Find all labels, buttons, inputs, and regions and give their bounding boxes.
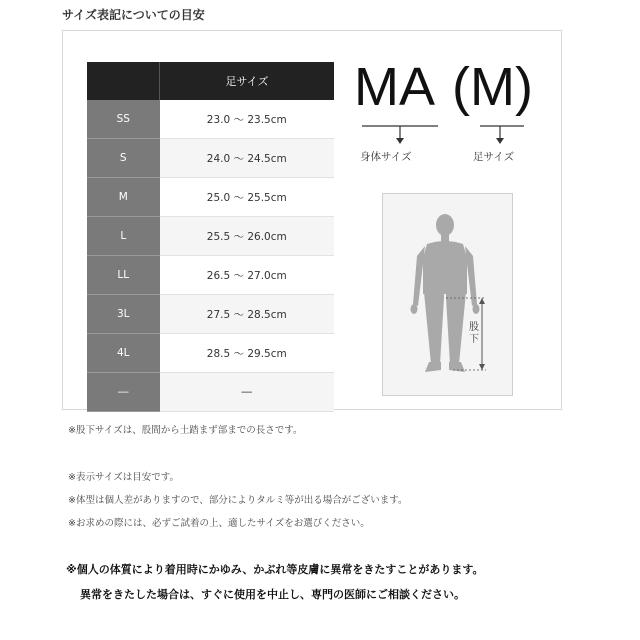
size-cell: 3L xyxy=(87,295,160,334)
foot-size-cell: 26.5 ～ 27.0cm xyxy=(160,256,335,295)
size-cell: SS xyxy=(87,100,160,139)
header-size xyxy=(87,62,160,100)
warning-line-1: ※個人の体質により着用時にかゆみ、かぶれ等皮膚に異常をきたすことがあります。 xyxy=(66,563,484,576)
body-type-note: ※体型は個人差がありますので、部分によりタルミ等が出る場合がございます。 xyxy=(68,495,408,506)
size-cell: L xyxy=(87,217,160,256)
body-size-code: MA xyxy=(354,57,435,117)
foot-size-cell: ― xyxy=(160,373,335,412)
header-foot-size: 足サイズ xyxy=(160,62,335,100)
human-silhouette-icon xyxy=(383,194,512,395)
table-row xyxy=(87,334,334,373)
page-title: サイズ表記についての目安 xyxy=(62,8,205,22)
purchase-note: ※お求めの際には、必ずご試着の上、適したサイズをお選びください。 xyxy=(68,518,370,529)
table-row xyxy=(87,256,334,295)
size-table xyxy=(87,62,334,412)
table-header-row xyxy=(87,62,334,100)
size-cell: S xyxy=(87,139,160,178)
warning-line-2: 異常をきたした場合は、すぐに使用を中止し、専門の医師にご相談ください。 xyxy=(80,588,465,601)
table-row xyxy=(87,139,334,178)
table-row xyxy=(87,217,334,256)
foot-size-cell: 24.0 ～ 24.5cm xyxy=(160,139,335,178)
table-row xyxy=(87,178,334,217)
body-figure-panel xyxy=(382,193,513,396)
size-cell: LL xyxy=(87,256,160,295)
size-cell: 4L xyxy=(87,334,160,373)
body-size-caption: 身体サイズ xyxy=(360,151,412,163)
table-row xyxy=(87,295,334,334)
foot-size-code: (M) xyxy=(452,57,533,117)
foot-size-cell: 25.5 ～ 26.0cm xyxy=(160,217,335,256)
foot-size-cell: 25.0 ～ 25.5cm xyxy=(160,178,335,217)
inseam-label-2: 下 xyxy=(469,333,479,345)
foot-size-cell: 28.5 ～ 29.5cm xyxy=(160,334,335,373)
table-row xyxy=(87,373,334,412)
foot-size-cell: 23.0 ～ 23.5cm xyxy=(160,100,335,139)
inseam-label-1: 股 xyxy=(469,322,479,333)
foot-size-caption: 足サイズ xyxy=(473,151,515,163)
size-cell: M xyxy=(87,178,160,217)
table-row xyxy=(87,100,334,139)
size-notation-diagram xyxy=(354,57,554,170)
foot-size-cell: 27.5 ～ 28.5cm xyxy=(160,295,335,334)
display-size-note: ※表示サイズは目安です。 xyxy=(68,472,179,483)
inseam-note: ※股下サイズは、股間から土踏まず部までの長さです。 xyxy=(68,425,303,436)
size-cell: ― xyxy=(87,373,160,412)
